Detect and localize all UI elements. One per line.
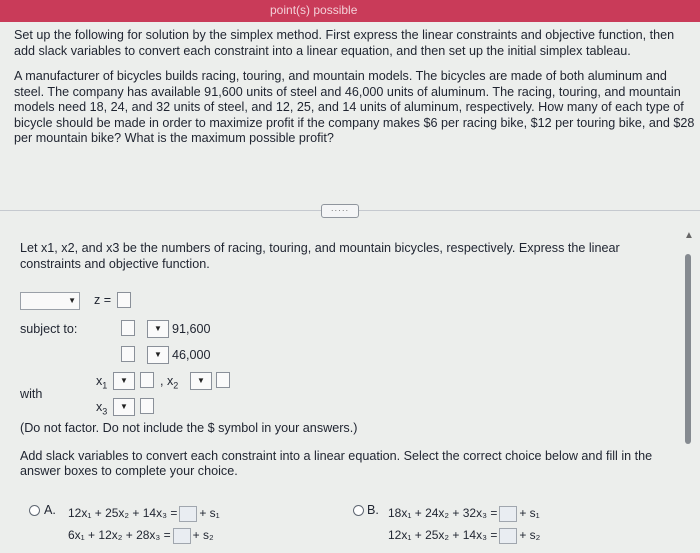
top-bar (0, 0, 700, 22)
x3-label: $x_3$ (96, 400, 108, 417)
answer-note: (Do not factor. Do not include the $ symbol in your answers.) (20, 421, 358, 435)
constraint2-relation-select[interactable] (147, 346, 169, 364)
x2-label: , $x_2$ (160, 374, 179, 391)
x1-label: $x_1$ (96, 374, 108, 391)
triangle-down-icon: ▼ (120, 376, 128, 385)
x1-relation-select[interactable] (113, 372, 135, 390)
objective-type-dropdown[interactable] (20, 292, 80, 310)
constraint1-rhs: 91,600 (172, 322, 211, 336)
option-b-letter: B. (367, 503, 379, 517)
triangle-down-icon: ▼ (68, 296, 76, 305)
triangle-down-icon: ▼ (154, 350, 162, 359)
with-label: with (20, 387, 43, 401)
objective-input[interactable] (117, 292, 131, 308)
option-b-equation-2: 12x₁ + 25x₂ + 14x₃ = + s₂ (388, 528, 541, 543)
question-prompt: Let x1, x2, and x3 be the numbers of racing, touring, and mountain bicycles, respectively. Express the linear constraints and objective function. (20, 241, 620, 271)
instructions: Set up the following for solution by the simplex method. First express the linear constraints and objective function, then add slack variables to convert each constraint into a linear equation, and then set up the initial simplex tableau. (14, 28, 675, 58)
z-label: z = (94, 293, 112, 307)
triangle-down-icon: ▼ (197, 376, 205, 385)
option-b-radio[interactable] (353, 505, 364, 516)
points-possible-label: point(s) possible (270, 3, 358, 17)
x2-relation-select[interactable] (190, 372, 212, 390)
scroll-thumb[interactable] (685, 254, 691, 444)
option-a-equation-2: 6x₁ + 12x₂ + 28x₃ = + s₂ (68, 528, 214, 543)
more-button[interactable]: ····· (321, 204, 359, 218)
scrollbar[interactable] (684, 230, 692, 480)
constraint1-relation-select[interactable] (147, 320, 169, 338)
problem-statement: A manufacturer of bicycles builds racing, touring, and mountain models. The bicycles are made of both aluminum and steel. The company has available 91,600 units of steel and 46,000 units of aluminum. The racing, touring, and mountain models need 18, 24, and 32 units of steel, and 12, 25, and 14 units of aluminum, respectively. How many of each type of bicycle should be made in order to maximize profit if the company makes $6 per racing bike, $12 per touring bike, and $28 per mountain bike? What is the maximum possible profit? (14, 69, 695, 145)
subject-to-label: subject to: (20, 322, 78, 336)
option-a-answer-box-1[interactable] (179, 506, 197, 522)
option-b-answer-box-1[interactable] (499, 506, 517, 522)
problem-text (14, 28, 698, 157)
constraint2-rhs: 46,000 (172, 348, 211, 362)
question-text (20, 240, 670, 272)
x1-bound-input[interactable] (140, 372, 154, 388)
triangle-down-icon: ▼ (120, 402, 128, 411)
x2-bound-input[interactable] (216, 372, 230, 388)
option-a-radio[interactable] (29, 505, 40, 516)
option-a-letter: A. (44, 503, 56, 517)
triangle-up-icon[interactable]: ▲ (684, 230, 694, 241)
option-b-answer-box-2[interactable] (499, 528, 517, 544)
option-a-answer-box-2[interactable] (173, 528, 191, 544)
option-b-equation-1: 18x₁ + 24x₂ + 32x₃ = + s₁ (388, 506, 540, 521)
slack-instruction: Add slack variables to convert each constraint into a linear equation. Select the correct choice below and fill in the answer boxes to complete your choice. (20, 449, 653, 478)
triangle-down-icon: ▼ (154, 324, 162, 333)
option-a-equation-1: 12x₁ + 25x₂ + 14x₃ = + s₁ (68, 506, 220, 521)
x3-bound-input[interactable] (140, 398, 154, 414)
x3-relation-select[interactable] (113, 398, 135, 416)
constraint2-lhs-input[interactable] (121, 346, 135, 362)
constraint1-lhs-input[interactable] (121, 320, 135, 336)
